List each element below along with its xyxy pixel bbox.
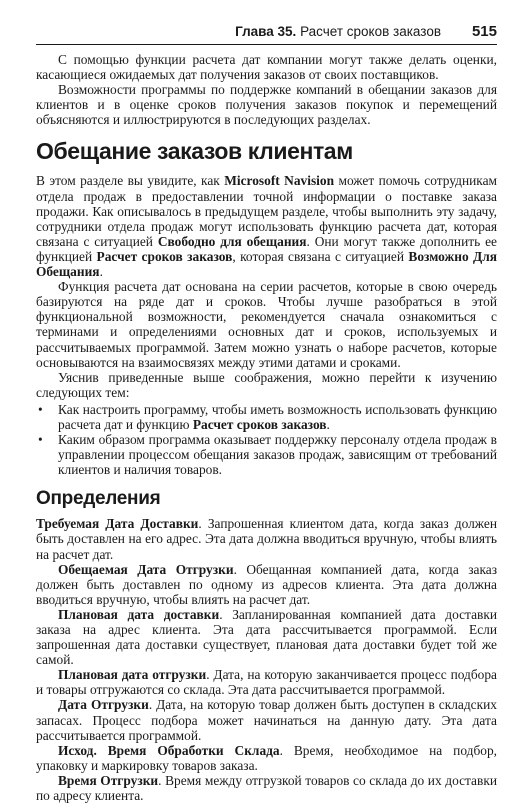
running-header <box>36 22 497 45</box>
section1-paragraph-1: В этом разделе вы увидите, как Microsoft Navision может помочь сотрудникам отдела продаж в предоставлении точной информации о поставке заказа продажи. Как описывалось в предыдущем разделе, чтобы выполнить эту задачу, сотрудники отдела продаж могут использовать функцию расчета дат, которая связана с ситуацией Свободно для обещания. Они могут также дополнить ее функцией Расчет сроков заказов, которая связана с ситуацией Возможно Для Обещания. <box>36 173 498 280</box>
section1-paragraph-2: Функция расчета дат основана на серии расчетов, которые в свою очередь базируются на ряде дат и сроков. Чтобы лучше разобраться в этой функциональной возможности, рекомендуется сначала ознакомиться с терминами и определениями основных дат и сроков, используемых и рассчитываемых программой. Затем можно узнать о наборе расчетов, которые основываются на взаимосвязях между этими датами и сроками. <box>36 279 497 370</box>
section1-paragraph-3: Уяснив приведенные выше соображения, можно перейти к изучению следующих тем: <box>36 369 497 400</box>
definition-shipment-date: Дата Отгрузки. Дата, на которую товар должен быть доступен в складских запасах. Процесс подбора может начинаться на данную дату. Эта дата рассчитывается программой. <box>36 697 497 743</box>
definition-requested-delivery-date: Требуемая Дата Доставки. Запрошенная клиентом дата, когда заказ должен быть доставлен на его адрес. Эта дата должна вводиться вручную, чтобы влиять на расчет дат. <box>36 516 497 562</box>
definition-outbound-handling-time: Исход. Время Обработки Склада. Время, необходимое на подбор, упаковку и маркировку товаров заказа. <box>36 742 497 773</box>
topics-list <box>36 402 497 477</box>
list-item: • Каким образом программа оказывает поддержку персоналу отдела продаж в управлении процессом обещания заказов продаж, зависящим от требований клиентов и наличия товаров. <box>38 432 497 478</box>
section-title-promising: Обещание заказов клиентам <box>36 138 353 165</box>
chapter-title: Расчет сроков заказов <box>300 24 441 39</box>
section-title-definitions: Определения <box>36 488 161 510</box>
chapter-label: Глава 35. <box>235 24 297 39</box>
page-number: 515 <box>471 23 497 40</box>
bullet-icon: • <box>38 401 43 417</box>
list-item: • Как настроить программу, чтобы иметь возможность использовать функцию расчета дат и функцию Расчет сроков заказов. <box>38 401 497 432</box>
definition-planned-shipment-date: Плановая дата отгрузки. Дата, на которую заканчивается процесс подбора и товары отгружаются со склада. Эта дата рассчитывается программой. <box>36 667 497 698</box>
definition-planned-delivery-date: Плановая дата доставки. Запланированная компанией дата доставки заказа на адрес клиента. Эта дата рассчитывается программой. Если запрошенная дата доставки существует, плановая дата доставки будет той же самой. <box>36 606 498 668</box>
definition-shipping-time: Время Отгрузки. Время между отгрузкой товаров со склада до их доставки по адресу клиента. <box>36 772 497 803</box>
bullet-icon: • <box>38 432 43 448</box>
definition-promised-shipment-date: Обещаемая Дата Отгрузки. Обещанная компанией дата, когда заказ должен быть доставлен по одному из адресов клиента. Эта дата должна вводиться вручную, чтобы влиять на расчет дат. <box>36 561 498 607</box>
intro-paragraph-2: Возможности программы по поддержке компаний в обещании заказов для клиентов и в оценке сроков получения заказов покупок и перемещений объясняются и иллюстрируются в последующих разделах. <box>36 82 497 128</box>
intro-paragraph-1: С помощью функции расчета дат компании могут также делать оценки, касающиеся ожидаемых дат получения заказов от своих поставщиков. <box>36 52 497 83</box>
chapter-heading <box>235 24 441 39</box>
page-body <box>36 52 497 803</box>
